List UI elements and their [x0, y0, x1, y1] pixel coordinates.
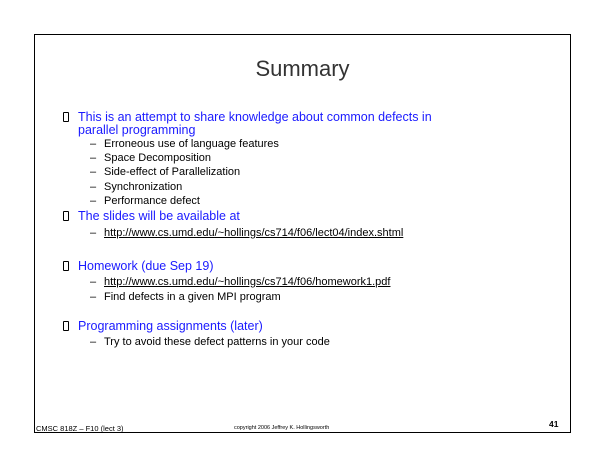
bullet-marker-icon — [63, 261, 69, 271]
homework-link[interactable]: http://www.cs.umd.edu/~hollings/cs714/f06/homework1.pdf — [104, 276, 391, 288]
dash-icon: – — [90, 152, 97, 164]
dash-icon: – — [90, 291, 97, 303]
bullet-programming-assignments — [78, 320, 263, 333]
footer-copyright: copyright 2006 Jeffrey K. Hollingsworth — [234, 425, 330, 431]
dash-icon: – — [90, 227, 97, 239]
sub-item-label: Synchronization — [104, 181, 183, 193]
sub-item-label: Space Decomposition — [104, 152, 212, 164]
bullet-homework — [78, 260, 213, 273]
sub-item-defect — [90, 166, 241, 179]
bullet-marker-icon — [63, 112, 69, 122]
dash-icon: – — [90, 336, 97, 348]
bullet-line: The slides will be available at — [78, 209, 240, 223]
dash-icon: – — [90, 138, 97, 150]
sub-item-label: Try to avoid these defect patterns in your code — [104, 336, 330, 348]
course-code: CMSC 818Z – F10 — [36, 424, 99, 433]
sub-item-defect — [90, 181, 183, 194]
sub-item-assignment-note — [90, 336, 330, 349]
sub-item-slides-link — [90, 227, 404, 240]
dash-icon: – — [90, 195, 97, 207]
sub-item-label: Performance defect — [104, 195, 200, 207]
lecture-number: (lect 3) — [100, 424, 124, 433]
sub-item-homework-task — [90, 291, 281, 304]
footer-course — [36, 424, 124, 433]
slides-link[interactable]: http://www.cs.umd.edu/~hollings/cs714/f06/lect04/index.shtml — [104, 227, 404, 239]
bullet-slides-available — [78, 210, 240, 223]
sub-item-defect — [90, 152, 212, 165]
sub-item-label: Side-effect of Parallelization — [104, 166, 241, 178]
dash-icon: – — [90, 276, 97, 288]
slide-title: Summary — [255, 56, 350, 81]
sub-item-defect — [90, 195, 200, 208]
bullet-line: This is an attempt to share knowledge about common defects in — [78, 110, 432, 124]
bullet-knowledge-sharing — [78, 111, 432, 137]
sub-item-homework-link — [90, 276, 391, 289]
bullet-marker-icon — [63, 321, 69, 331]
bullet-line: Programming assignments (later) — [78, 319, 263, 333]
sub-item-defect — [90, 138, 279, 151]
dash-icon: – — [90, 181, 97, 193]
sub-item-label: Erroneous use of language features — [104, 138, 279, 150]
bullet-marker-icon — [63, 211, 69, 221]
bullet-line: Homework (due Sep 19) — [78, 259, 214, 273]
sub-item-label: Find defects in a given MPI program — [104, 291, 281, 303]
bullet-line: parallel programming — [78, 123, 196, 137]
dash-icon: – — [90, 166, 97, 178]
page-number: 41 — [549, 419, 559, 429]
